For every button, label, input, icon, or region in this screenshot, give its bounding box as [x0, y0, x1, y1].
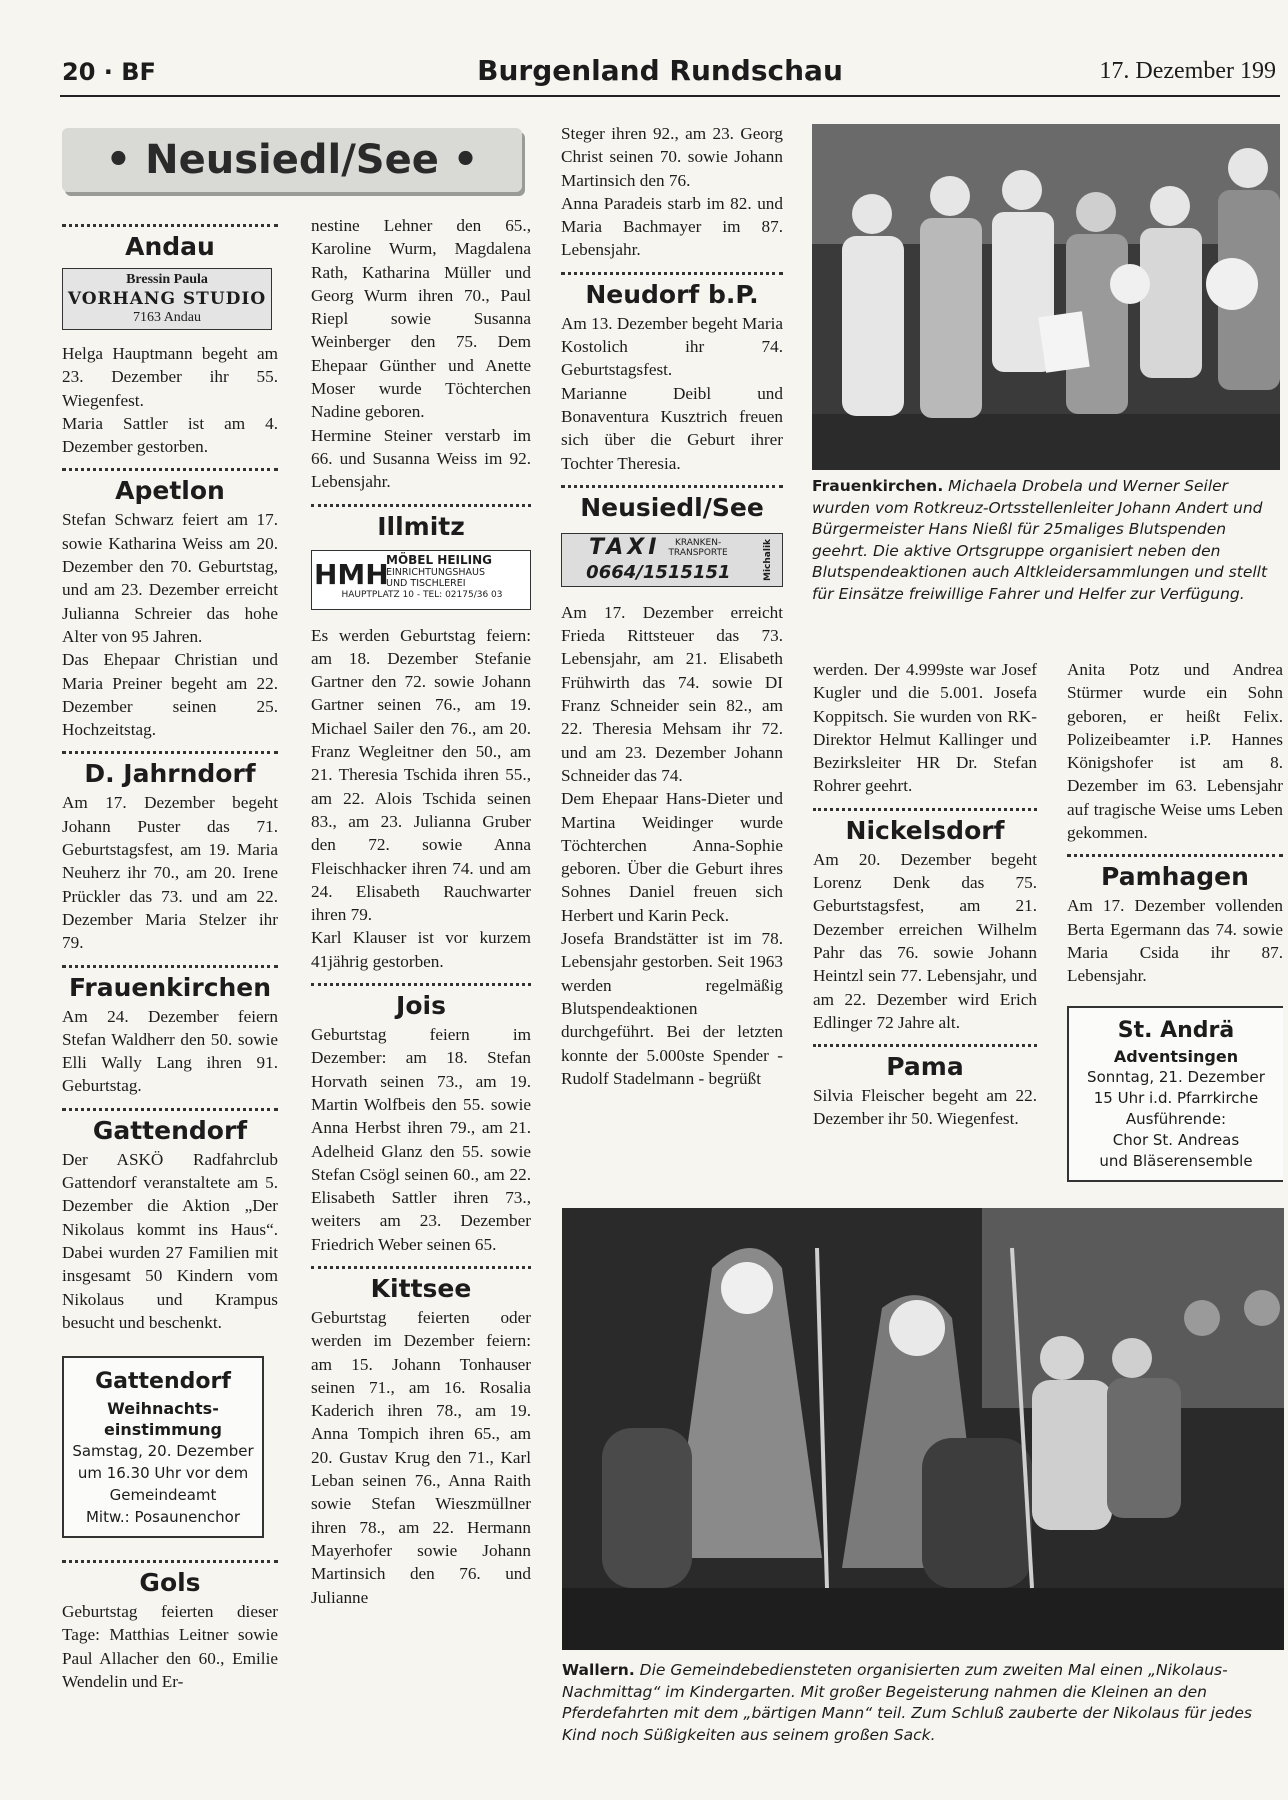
- ad-line: TRANSPORTE: [668, 547, 728, 558]
- box-st-andrae-event: [1067, 1006, 1283, 1182]
- article-text: Am 24. Dezember feiern Stefan Waldherr den 50. sowie Elli Wally Lang ihren 91. Geburtstag.: [62, 1006, 278, 1096]
- ad-phone: 0664/1515151: [586, 561, 731, 583]
- caption-text: Michaela Drobela und Werner Seiler wurden vom Rotkreuz-Ortsstellenleiter Johann Andert und Bürgermeister Hans Nießl für 25maliges Blutspenden geehrt. Die aktive Ortsgruppe organisiert neben den Blutspendeaktionen auch Altkleidersammlungen und stellt für Einsätze freiwillige Fahrer und Helfer zur Verfügung.: [812, 477, 1268, 603]
- article-text: Helga Hauptmann begeht am 23. Dezember ihr 55. Wiegenfest.: [62, 344, 278, 410]
- region-title: • Neusiedl/See •: [62, 128, 522, 192]
- article-text: Geburtstag feiern im Dezember: am 18. Stefan Horvath seinen 73., am 19. Martin Wolfbeis den 55. sowie Anna Herbst ihren 79., am 21. Adelheid Glanz den 55. sowie Stefan Csögl seinen 60., am 22. Elisabeth Sattler ihren 73., weiters am 23. Dezember Friedrich Weber seinen 65.: [311, 1025, 531, 1254]
- divider: [1067, 854, 1283, 857]
- article-text: Am 17. Dezember vollenden Berta Egermann das 74. sowie Maria Csida ihr 87. Lebensjahr.: [1067, 896, 1283, 986]
- column-3: [561, 122, 783, 1090]
- divider: [561, 485, 783, 488]
- article-text: Steger ihren 92., am 23. Georg Christ seinen 70. sowie Johann Martinsich den 76.: [561, 124, 783, 190]
- caption-text: Die Gemeindebediensteten organisierten zum zweiten Mal einen „Nikolaus-Nachmittag“ im Kindergarten. Mit großer Begeisterung nahmen die Kleinen an den Pferdefahrten mit dem „bärtigen Mann“ teil. Zum Schluß zauberte der Nikolaus für jedes Kind noch Süßigkeiten aus seinem großen Sack.: [562, 1661, 1252, 1744]
- ad-vorhang-studio: [62, 268, 272, 330]
- article-text: Geburtstag feierten oder werden im Dezember feiern: am 15. Johann Tonhauser seinen 71., am 16. Rosalia Kaderich ihren 78., am 19. Anna Tompich ihren 65., am 20. Gustav Krug den 71., Karl Leban seinen 76., Anna Raith sowie Stefan Wieszmüllner ihren 78., am 22. Hermann Mayerhofer sowie Johann Martinsich den 76. und Julianne: [311, 1307, 531, 1607]
- ad-taxi-word: TAXI: [588, 534, 661, 560]
- article-text: Es werden Geburtstag feiern: am 18. Dezember Stefanie Gartner den 72. sowie Johann Gartner seinen 76., am 19. Michael Sailer den 76., am 20. Franz Wegleitner den 50., am 21. Theresia Tschida ihren 55., am 22. Alois Tschida seinen 83., am 23. Julianna Gruber den 72. sowie Anna Fleischhacker ihren 74. und am 24. Elisabeth Rauchwarter ihren 79.: [311, 625, 531, 925]
- divider: [311, 504, 531, 507]
- header-rule: [60, 95, 1280, 97]
- article-text: Der ASKÖ Radfahrclub Gattendorf veranstaltete am 5. Dezember die Aktion „Der Nikolaus kommt ins Haus“. Dabei wurden 27 Familien mit insgesamt 50 Kindern vom Nikolaus und Krampus besucht und beschenkt.: [62, 1149, 278, 1332]
- ad-line: VORHANG STUDIO: [67, 289, 267, 309]
- column-2: [311, 214, 531, 1609]
- box-line: Mitw.: Posaunenchor: [85, 1508, 240, 1527]
- article-text: Geburtstag feierten dieser Tage: Matthias Leitner sowie Paul Allacher den 60., Emilie Wendelin und Er-: [62, 1602, 278, 1691]
- box-line: Ausführende:: [1125, 1109, 1227, 1128]
- article-text: Maria Sattler ist am 4. Dezember gestorben.: [62, 413, 278, 457]
- article-text: Das Ehepaar Christian und Maria Preiner begeht am 22. Dezember seinen 25. Hochzeitstag.: [62, 650, 278, 740]
- article-text: Anna Paradeis starb im 82. und Maria Bachmayer im 87. Lebensjahr.: [561, 193, 783, 260]
- heading-jois: Jois: [396, 991, 446, 1021]
- article-text: Marianne Deibl und Bonaventura Kusztrich freuen sich über die Geburt ihrer Tochter Theresia.: [561, 383, 783, 473]
- heading-andau: Andau: [125, 232, 215, 261]
- ad-moebel-heiling: [311, 550, 531, 610]
- box-line: 15 Uhr i.d. Pfarrkirche: [1093, 1088, 1259, 1107]
- box-subtitle: einstimmung: [104, 1420, 222, 1440]
- ad-line: UND TISCHLEREI: [386, 577, 466, 589]
- divider: [311, 983, 531, 986]
- divider: [62, 965, 278, 968]
- heading-illmitz: Illmitz: [377, 511, 465, 541]
- box-line: Gemeindeamt: [109, 1486, 217, 1505]
- ad-line: 7163 Andau: [132, 310, 202, 325]
- page-number: 20 · BF: [62, 58, 156, 86]
- box-line: Samstag, 20. Dezember: [72, 1442, 254, 1461]
- heading-d-jahrndorf: D. Jahrndorf: [84, 759, 256, 789]
- ad-line: KRANKEN-: [674, 537, 722, 548]
- article-text: nestine Lehner den 65., Karoline Wurm, Magdalena Rath, Katharina Müller und Georg Wurm ihren 70., Paul Riepl sowie Susanna Weinberger den 75. Dem Ehepaar Günther und Anette Moser wurde Töchterchen Nadine geboren.: [311, 216, 531, 422]
- article-text: Josefa Brandstätter ist im 78. Lebensjahr gestorben. Seit 1963 werden regelmäßig Blutspendeaktionen durchgeführt. Bei der letzten konnte der 5.000ste Spender - Rudolf Stadelmann - begrüßt: [561, 929, 783, 1088]
- article-text: Dem Ehepaar Hans-Dieter und Martina Weidinger wurde Töchterchen Anna-Sophie geboren. Über die Geburt ihres Sohnes Daniel freuen sich Herbert und Karin Peck.: [561, 789, 783, 925]
- box-line: Sonntag, 21. Dezember: [1087, 1067, 1265, 1086]
- box-subtitle: Weihnachts-: [107, 1399, 219, 1419]
- divider: [62, 1108, 278, 1111]
- heading-pama: Pama: [886, 1052, 964, 1082]
- article-text: Am 17. Dezember begeht Johann Puster das 71. Geburtstagsfest, am 19. Maria Neuherz ihr 70., am 20. Irene Prückler das 73. und am 22. Dezember Maria Stelzer ihr 79.: [62, 793, 278, 953]
- box-title: St. Andrä: [1117, 1017, 1235, 1043]
- divider: [62, 751, 278, 754]
- article-text: werden. Der 4.999ste war Josef Kugler und die 5.001. Josefa Koppitsch. Sie wurden von RK-Direktor Helmut Kallinger und Bezirksleiter HR Dr. Stefan Rohrer geehrt.: [813, 660, 1037, 796]
- divider: [561, 272, 783, 275]
- heading-gols: Gols: [139, 1568, 201, 1598]
- heading-nickelsdorf: Nickelsdorf: [845, 815, 1005, 845]
- issue-date: 17. Dezember 199: [1099, 58, 1276, 84]
- ad-side-text: Michalik: [762, 538, 773, 581]
- article-text: Hermine Steiner verstarb im 66. und Susanna Weiss im 92. Lebensjahr.: [311, 425, 531, 492]
- box-gattendorf-event: [62, 1356, 264, 1538]
- column-5: [1067, 658, 1283, 1182]
- divider: [62, 468, 278, 471]
- divider: [311, 1266, 531, 1269]
- photo-frauenkirchen: [812, 124, 1280, 470]
- article-text: Karl Klauser ist vor kurzem 41jährig gestorben.: [311, 928, 531, 971]
- divider: [813, 808, 1037, 811]
- box-title: Gattendorf: [95, 1369, 231, 1395]
- column-4: [813, 658, 1037, 1131]
- ad-line: EINRICHTUNGSHAUS: [386, 566, 485, 578]
- divider: [62, 1560, 278, 1563]
- article-text: Am 17. Dezember erreicht Frieda Rittsteuer das 73. Lebensjahr, am 21. Elisabeth Frühwirth das 74. sowie DI Franz Schneider sein 82., am 22. Theresia Mehsam ihr 72. und am 23. Dezember Johann Schneider das 74.: [561, 602, 783, 785]
- box-line: um 16.30 Uhr vor dem: [77, 1464, 249, 1483]
- article-text: Am 13. Dezember begeht Maria Kostolich ihr 74. Geburtstagsfest.: [561, 313, 783, 380]
- divider: [813, 1044, 1037, 1047]
- heading-neusiedl: Neusiedl/See: [580, 492, 764, 522]
- caption-wallern: [562, 1660, 1286, 1746]
- heading-frauenkirchen: Frauenkirchen: [68, 972, 272, 1002]
- ad-line: MÖBEL HEILING: [386, 552, 493, 567]
- ad-taxi: [561, 533, 783, 587]
- box-subtitle: Adventsingen: [1113, 1046, 1239, 1066]
- article-text: Anita Potz und Andrea Stürmer wurde ein Sohn geboren, er heißt Felix. Polizeibeamter i.P. Hannes Königshofer ist am 8. Dezember im 63. Lebensjahr auf tragische Weise ums Leben gekommen.: [1067, 660, 1283, 843]
- ad-line: Bressin Paula: [126, 272, 208, 287]
- article-text: Silvia Fleischer begeht am 22. Dezember ihr 50. Wiegenfest.: [813, 1086, 1037, 1129]
- ad-line: HAUPTPLATZ 10 - TEL: 02175/36 03: [341, 589, 503, 600]
- box-line: und Bläserensemble: [1099, 1151, 1253, 1170]
- photo-wallern: [562, 1208, 1284, 1650]
- box-line: Chor St. Andreas: [1112, 1130, 1240, 1149]
- article-text: Am 20. Dezember begeht Lorenz Denk das 75. Geburtstagsfest, am 21. Dezember erreichen Wilhelm Pahr das 76. sowie Johann Heintzl sein 77. Lebensjahr, und am 22. Dezember wird Erich Edlinger 72 Jahre alt.: [813, 849, 1037, 1032]
- heading-gattendorf: Gattendorf: [92, 1115, 248, 1145]
- caption-place: Wallern.: [562, 1661, 635, 1679]
- ad-logo: HMH: [314, 557, 389, 591]
- column-1: [62, 216, 278, 1693]
- newspaper-title: Burgenland Rundschau: [477, 54, 843, 87]
- caption-place: Frauenkirchen.: [812, 477, 944, 495]
- caption-frauenkirchen: [812, 476, 1284, 605]
- divider: [62, 224, 278, 227]
- photo-wallern-image: [562, 1208, 1284, 1650]
- heading-apetlon: Apetlon: [115, 476, 225, 506]
- heading-kittsee: Kittsee: [370, 1273, 472, 1303]
- heading-pamhagen: Pamhagen: [1101, 862, 1249, 892]
- photo-frauenkirchen-image: [812, 124, 1280, 470]
- article-text: Stefan Schwarz feiert am 17. sowie Katharina Weiss am 20. Dezember den 70. Geburtstag, und am 23. Dezember erreicht Julianna Schreier das hohe Alter von 95 Jahren.: [62, 510, 278, 646]
- heading-neudorf: Neudorf b.P.: [585, 279, 759, 309]
